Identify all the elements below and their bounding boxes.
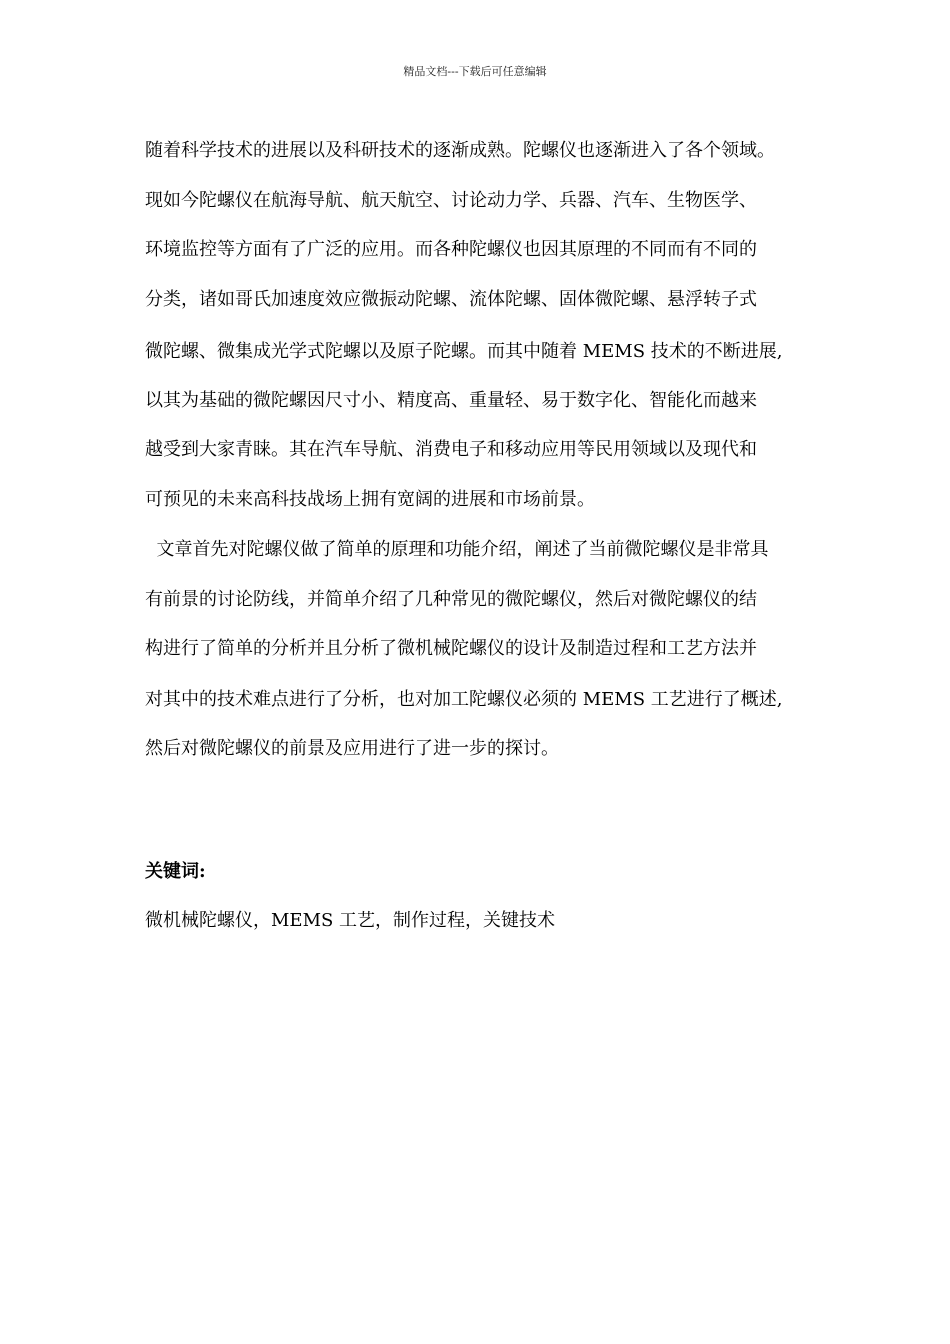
text-line: 现如今陀螺仪在航海导航、航天航空、讨论动力学、兵器、汽车、生物医学、	[145, 190, 757, 211]
text-line: 分类，诸如哥氏加速度效应微振动陀螺、流体陀螺、固体微陀螺、悬浮转子式	[145, 289, 757, 310]
text-line: 然后对微陀螺仪的前景及应用进行了进一步的探讨。	[145, 738, 559, 759]
text-line: 对其中的技术难点进行了分析，也对加工陀螺仪必须的 MEMS 工艺进行了概述,	[145, 689, 783, 710]
text-line: 随着科学技术的进展以及科研技术的逐渐成熟。陀螺仪也逐渐进入了各个领域。	[145, 140, 775, 161]
text-line: 文章首先对陀螺仪做了简单的原理和功能介绍，阐述了当前微陀螺仪是非常具	[145, 539, 769, 560]
page-header: 精品文档---下载后可任意编辑	[403, 65, 547, 78]
text-line: 环境监控等方面有了广泛的应用。而各种陀螺仪也因其原理的不同而有不同的	[145, 239, 757, 260]
text-line: 微陀螺、微集成光学式陀螺以及原子陀螺。而其中随着 MEMS 技术的不断进展,	[145, 341, 783, 362]
keywords-list: 微机械陀螺仪，MEMS 工艺，制作过程，关键技术	[145, 910, 556, 931]
keywords-heading: 关键词:	[145, 861, 206, 882]
text-line: 可预见的未来高科技战场上拥有宽阔的进展和市场前景。	[145, 489, 595, 510]
text-line: 有前景的讨论防线，并简单介绍了几种常见的微陀螺仪，然后对微陀螺仪的结	[145, 589, 757, 610]
text-line: 越受到大家青睐。其在汽车导航、消费电子和移动应用等民用领域以及现代和	[145, 439, 757, 460]
text-line: 以其为基础的微陀螺因尺寸小、精度高、重量轻、易于数字化、智能化而越来	[145, 390, 757, 411]
text-line: 构进行了简单的分析并且分析了微机械陀螺仪的设计及制造过程和工艺方法并	[145, 638, 757, 659]
